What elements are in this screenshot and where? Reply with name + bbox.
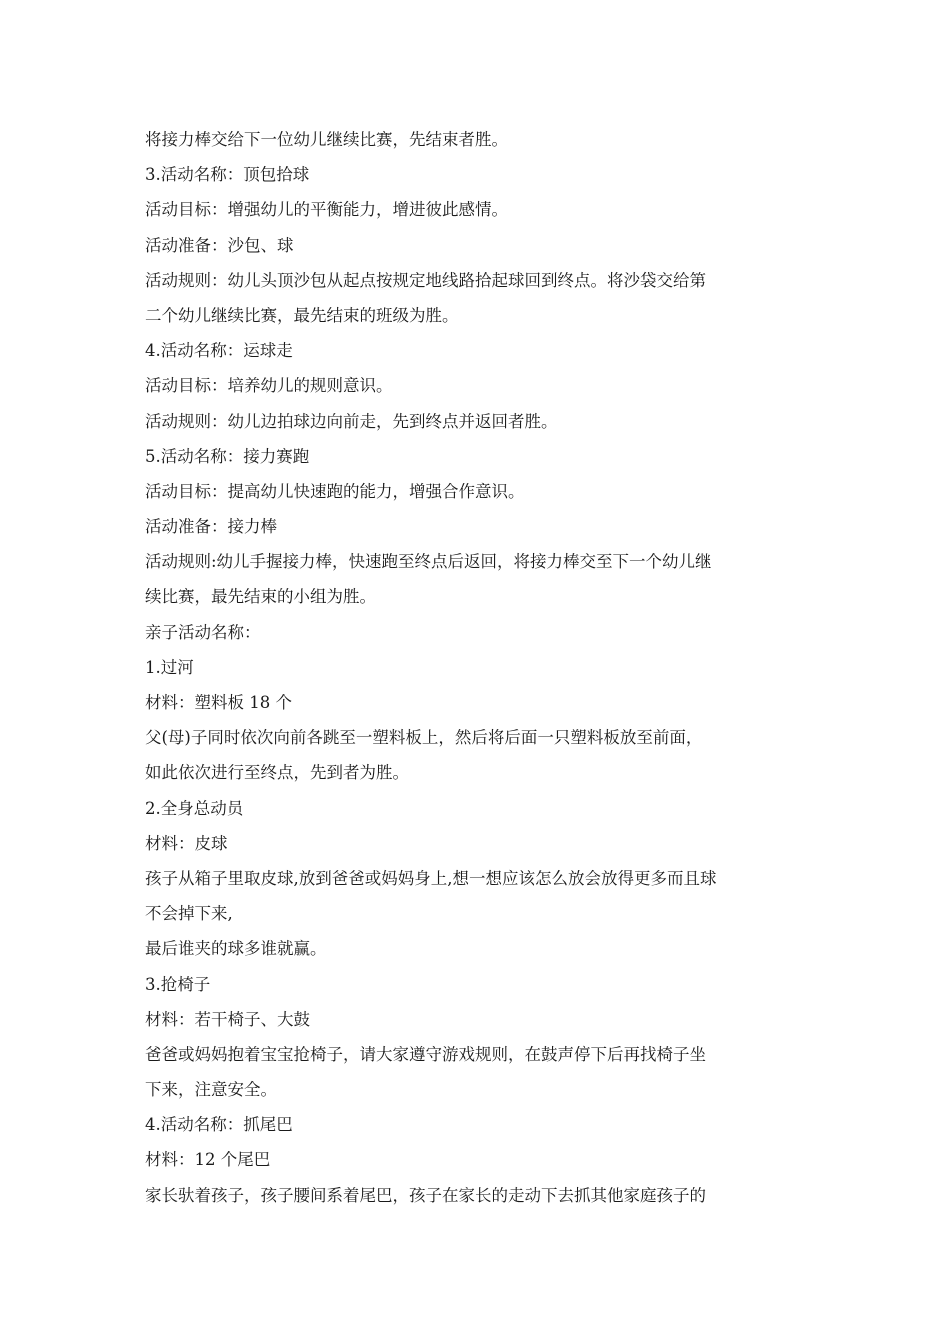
- document-body: [145, 122, 815, 1213]
- text-line: 最后谁夹的球多谁就赢。: [145, 939, 327, 959]
- text-line: 活动规则：幼儿边拍球边向前走，先到终点并返回者胜。: [145, 411, 558, 431]
- activity-heading: 4.活动名称：运球走: [145, 341, 293, 361]
- text-line: 活动规则:幼儿手握接力棒，快速跑至终点后返回，将接力棒交至下一个幼儿继: [145, 552, 712, 572]
- text-line: 如此依次进行至终点，先到者为胜。: [145, 763, 409, 783]
- text-line: 家长驮着孩子，孩子腰间系着尾巴，孩子在家长的走动下去抓其他家庭孩子的: [145, 1185, 706, 1205]
- section-heading: 亲子活动名称：: [145, 622, 261, 642]
- text-line: 爸爸或妈妈抱着宝宝抢椅子，请大家遵守游戏规则，在鼓声停下后再找椅子坐: [145, 1044, 706, 1064]
- text-line: 材料：皮球: [145, 833, 228, 853]
- activity-heading: 5.活动名称：接力赛跑: [145, 446, 310, 466]
- text-line: 下来，注意安全。: [145, 1080, 277, 1100]
- activity-heading: 4.活动名称：抓尾巴: [145, 1115, 293, 1135]
- activity-heading: 1.过河: [145, 657, 194, 677]
- text-line: 二个幼儿继续比赛，最先结束的班级为胜。: [145, 305, 459, 325]
- text-line: 活动准备：沙包、球: [145, 235, 294, 255]
- text-line: 活动目标：增强幼儿的平衡能力，增进彼此感情。: [145, 200, 508, 220]
- activity-heading: 3.活动名称：顶包拾球: [145, 165, 310, 185]
- text-line: 材料：若干椅子、大鼓: [145, 1009, 310, 1029]
- text-line: 活动准备：接力棒: [145, 517, 277, 537]
- text-line: 材料：塑料板 18 个: [145, 693, 292, 712]
- text-line: 活动目标：提高幼儿快速跑的能力，增强合作意识。: [145, 481, 525, 501]
- text-line: 将接力棒交给下一位幼儿继续比赛，先结束者胜。: [145, 130, 508, 149]
- text-line: 不会掉下来,: [145, 904, 233, 924]
- text-line: 活动目标：培养幼儿的规则意识。: [145, 376, 393, 396]
- text-line: 孩子从箱子里取皮球,放到爸爸或妈妈身上,想一想应该怎么放会放得更多而且球: [145, 868, 717, 888]
- text-line: 续比赛，最先结束的小组为胜。: [145, 587, 376, 607]
- text-line: 材料：12 个尾巴: [145, 1150, 271, 1170]
- text-line: 父(母)子同时依次向前各跳至一塑料板上，然后将后面一只塑料板放至前面，: [145, 728, 703, 748]
- activity-heading: 3.抢椅子: [145, 974, 211, 994]
- activity-heading: 2.全身总动员: [145, 798, 244, 818]
- text-line: 活动规则：幼儿头顶沙包从起点按规定地线路拾起球回到终点。将沙袋交给第: [145, 270, 706, 290]
